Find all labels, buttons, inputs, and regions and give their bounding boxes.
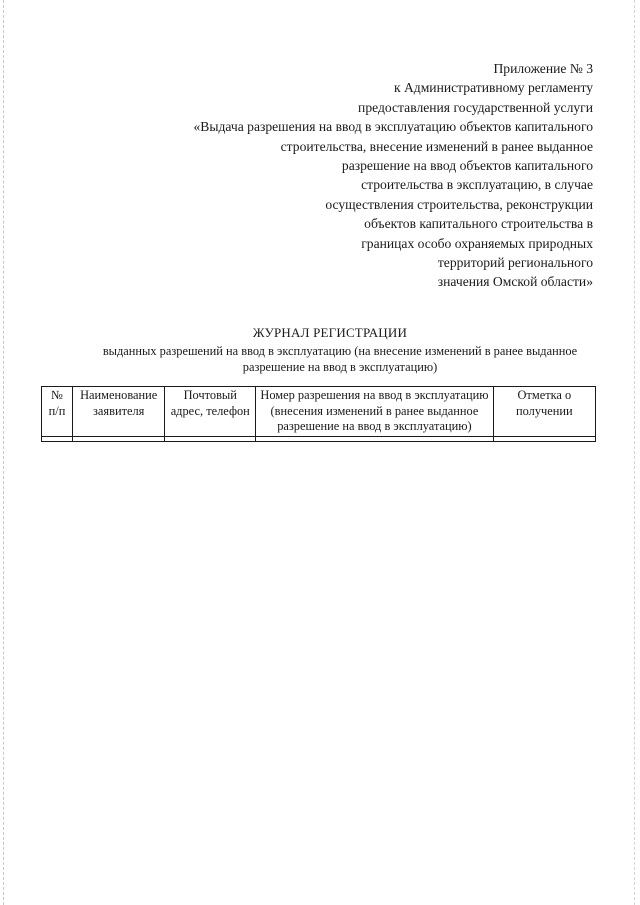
journal-title: ЖУРНАЛ РЕГИСТРАЦИИ [252, 325, 408, 340]
header-cell-receipt-mark [493, 387, 595, 437]
header-cell-line: (внесения изменений в ранее выданное [270, 403, 479, 418]
annex-line: строительства, внесение изменений в ранее выданное [280, 138, 593, 154]
header-cell-line: Отметка о [517, 388, 572, 402]
table-cell [73, 436, 165, 441]
header-cell-number [42, 387, 73, 437]
journal-subtitle [60, 343, 620, 375]
annex-line: территорий регионального [437, 255, 593, 271]
header-cell-line: Почтовый [183, 388, 237, 402]
header-cell-line: № [51, 388, 63, 402]
annex-number: Приложение № 3 [493, 61, 593, 76]
annex-header [113, 59, 593, 292]
header-cell-line: получении [516, 403, 573, 418]
header-cell-line: п/п [48, 403, 66, 418]
annex-line: значения Омской области» [437, 274, 593, 290]
annex-line: к Административному регламенту [393, 80, 593, 96]
header-cell-permit-number [256, 387, 494, 437]
annex-line: «Выдача разрешения на ввод в эксплуатацию объектов капитального [193, 119, 593, 135]
annex-line: границах особо охраняемых природных [361, 235, 593, 251]
header-cell-line: разрешение на ввод в эксплуатацию) [277, 419, 472, 434]
header-cell-applicant [73, 387, 165, 437]
header-cell-line: Наименование [80, 388, 158, 402]
annex-line: строительства в эксплуатацию, в случае [361, 177, 593, 193]
table-cell [256, 436, 494, 441]
table-header-row [42, 387, 596, 437]
journal-subtitle-line: выданных разрешений на ввод в эксплуатацию (на внесение изменений в ранее выданное [102, 344, 578, 358]
table-cell [493, 436, 595, 441]
annex-line: разрешение на ввод объектов капитального [341, 158, 593, 174]
annex-line: осуществления строительства, реконструкции [325, 196, 593, 212]
header-cell-line: заявителя [93, 403, 145, 418]
registration-table [41, 386, 596, 442]
table-cell [165, 436, 256, 441]
header-cell-line: Номер разрешения на ввод в эксплуатацию [260, 388, 489, 402]
table-cell [42, 436, 73, 441]
table-row [42, 436, 596, 441]
header-cell-line: адрес, телефон [170, 403, 250, 418]
header-cell-address [165, 387, 256, 437]
scan-edge-left [3, 0, 4, 905]
scan-edge-right [634, 0, 635, 905]
annex-line: объектов капитального строительства в [364, 216, 593, 232]
annex-line: предоставления государственной услуги [358, 99, 593, 115]
journal-subtitle-line: разрешение на ввод в эксплуатацию) [242, 360, 438, 374]
